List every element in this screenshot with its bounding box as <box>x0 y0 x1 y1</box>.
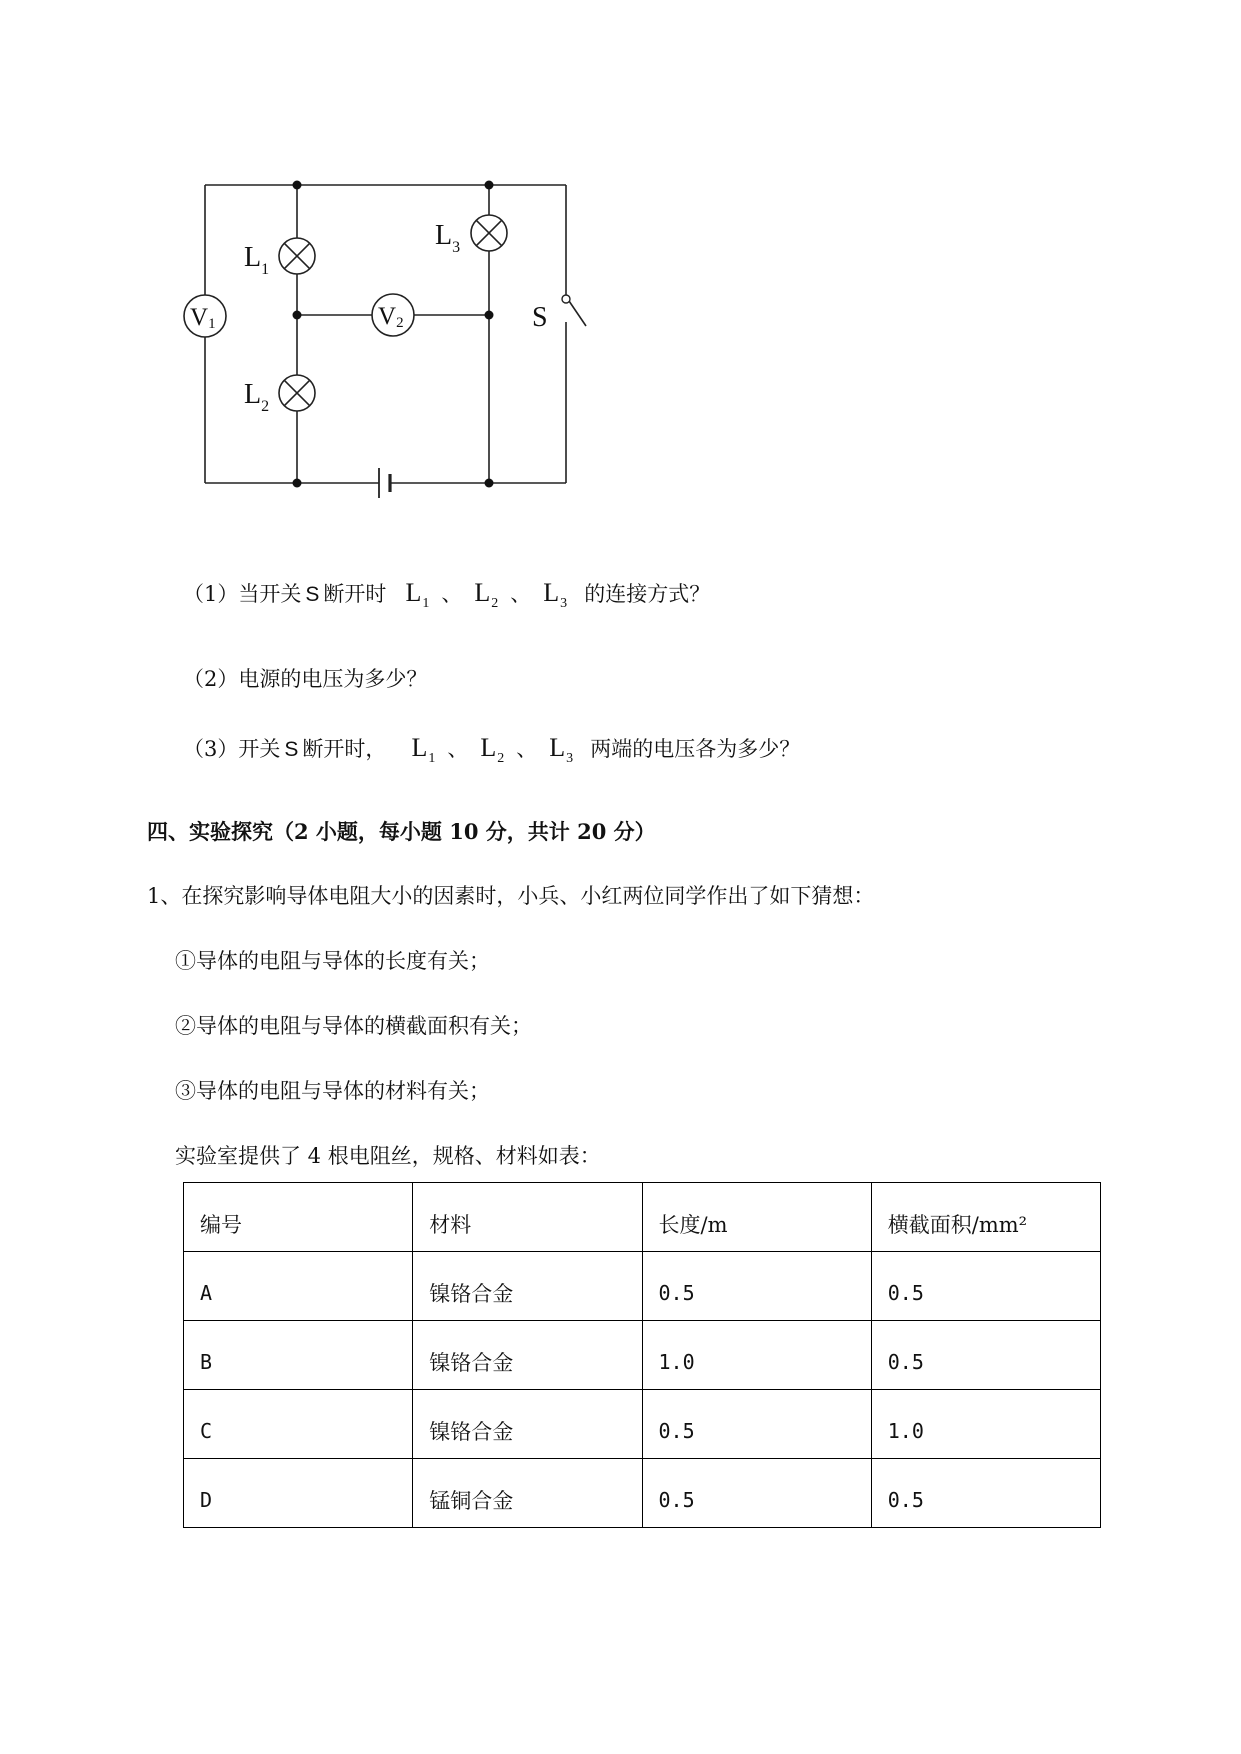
table-cell: 镍铬合金 <box>413 1390 642 1459</box>
table-header-cell: 材料 <box>413 1183 642 1252</box>
junction-dot <box>485 311 494 320</box>
table-cell: 0.5 <box>871 1252 1100 1321</box>
table-header-cell: 编号 <box>184 1183 413 1252</box>
q3-lamp-l3: $L_3$ <box>549 733 574 766</box>
table-cell: 0.5 <box>871 1321 1100 1390</box>
lamp-l1-icon <box>279 238 315 274</box>
table-cell: 0.5 <box>642 1252 871 1321</box>
table-cell: B <box>184 1321 413 1390</box>
table-header-row <box>184 1183 1101 1252</box>
q1-separator: 、 <box>441 582 463 606</box>
lamp-l3-icon <box>471 215 507 251</box>
junction-dot <box>293 479 302 488</box>
table-row <box>184 1390 1101 1459</box>
table-cell: 1.0 <box>871 1390 1100 1459</box>
problem-statement: 1、在探究影响导体电阻大小的因素时，小兵、小红两位同学作出了如下猜想： <box>147 884 875 908</box>
q1-separator: 、 <box>510 582 532 606</box>
question-2: （2）电源的电压为多少？ <box>183 667 428 691</box>
table-cell: 0.5 <box>871 1459 1100 1528</box>
v2-label: V2 <box>378 303 404 331</box>
table-cell: 1.0 <box>642 1321 871 1390</box>
q3-lamp-l2: $L_2$ <box>480 733 505 766</box>
table-header-cell: 横截面积/mm² <box>871 1183 1100 1252</box>
table-cell: 0.5 <box>642 1459 871 1528</box>
q1-lamp-l2: $L_2$ <box>474 578 499 611</box>
l3-label: $L_3$ <box>435 220 461 256</box>
v1-label: V1 <box>190 304 216 332</box>
table-cell: 镍铬合金 <box>413 1321 642 1390</box>
table-row <box>184 1459 1101 1528</box>
l2-label: $L_2$ <box>244 379 270 415</box>
circuit-detail <box>0 0 1241 520</box>
junction-dot <box>293 311 302 320</box>
junction-dot <box>293 181 302 190</box>
question-3-suffix: 两端的电压各为多少？ <box>590 737 801 761</box>
q3-separator: 、 <box>447 737 469 761</box>
table-row <box>184 1252 1101 1321</box>
question-1-prefix: （1）当开关 <box>183 582 302 606</box>
q3-separator: 、 <box>516 737 538 761</box>
table-cell: D <box>184 1459 413 1528</box>
question-3 <box>183 733 800 767</box>
lamp-l2-icon <box>279 375 315 411</box>
table-row <box>184 1321 1101 1390</box>
switch-label: S <box>532 302 548 333</box>
question-1-suffix: 的连接方式？ <box>584 582 711 606</box>
question-1 <box>183 578 710 612</box>
junction-dot <box>485 181 494 190</box>
question-3-prefix: （3）开关 <box>183 737 281 761</box>
table-cell: 镍铬合金 <box>413 1252 642 1321</box>
resistance-wire-table <box>183 1182 1101 1528</box>
q1-lamp-l1: $L_1$ <box>405 578 430 611</box>
table-cell: 0.5 <box>642 1390 871 1459</box>
table-cell: 锰铜合金 <box>413 1459 642 1528</box>
q3-lamp-l1: $L_1$ <box>411 733 436 766</box>
hypothesis-3: ③导体的电阻与导体的材料有关； <box>175 1079 490 1103</box>
table-cell: A <box>184 1252 413 1321</box>
junction-dot <box>485 479 494 488</box>
section-heading: 四、实验探究（2 小题，每小题 10 分，共计 20 分） <box>147 819 656 844</box>
table-header-cell: 长度/m <box>642 1183 871 1252</box>
q1-lamp-l3: $L_3$ <box>543 578 568 611</box>
switch-contact <box>562 295 570 303</box>
question-1-mid: 断开时 <box>323 582 387 606</box>
table-intro: 实验室提供了 4 根电阻丝，规格、材料如表： <box>175 1144 601 1168</box>
table-cell: C <box>184 1390 413 1459</box>
hypothesis-2: ②导体的电阻与导体的横截面积有关； <box>175 1014 532 1038</box>
hypothesis-1: ①导体的电阻与导体的长度有关； <box>175 949 490 973</box>
l1-label: $L_1$ <box>244 242 270 278</box>
question-1-s: S <box>305 583 320 606</box>
question-3-s: S <box>284 738 299 761</box>
question-3-mid: 断开时， <box>302 737 387 761</box>
